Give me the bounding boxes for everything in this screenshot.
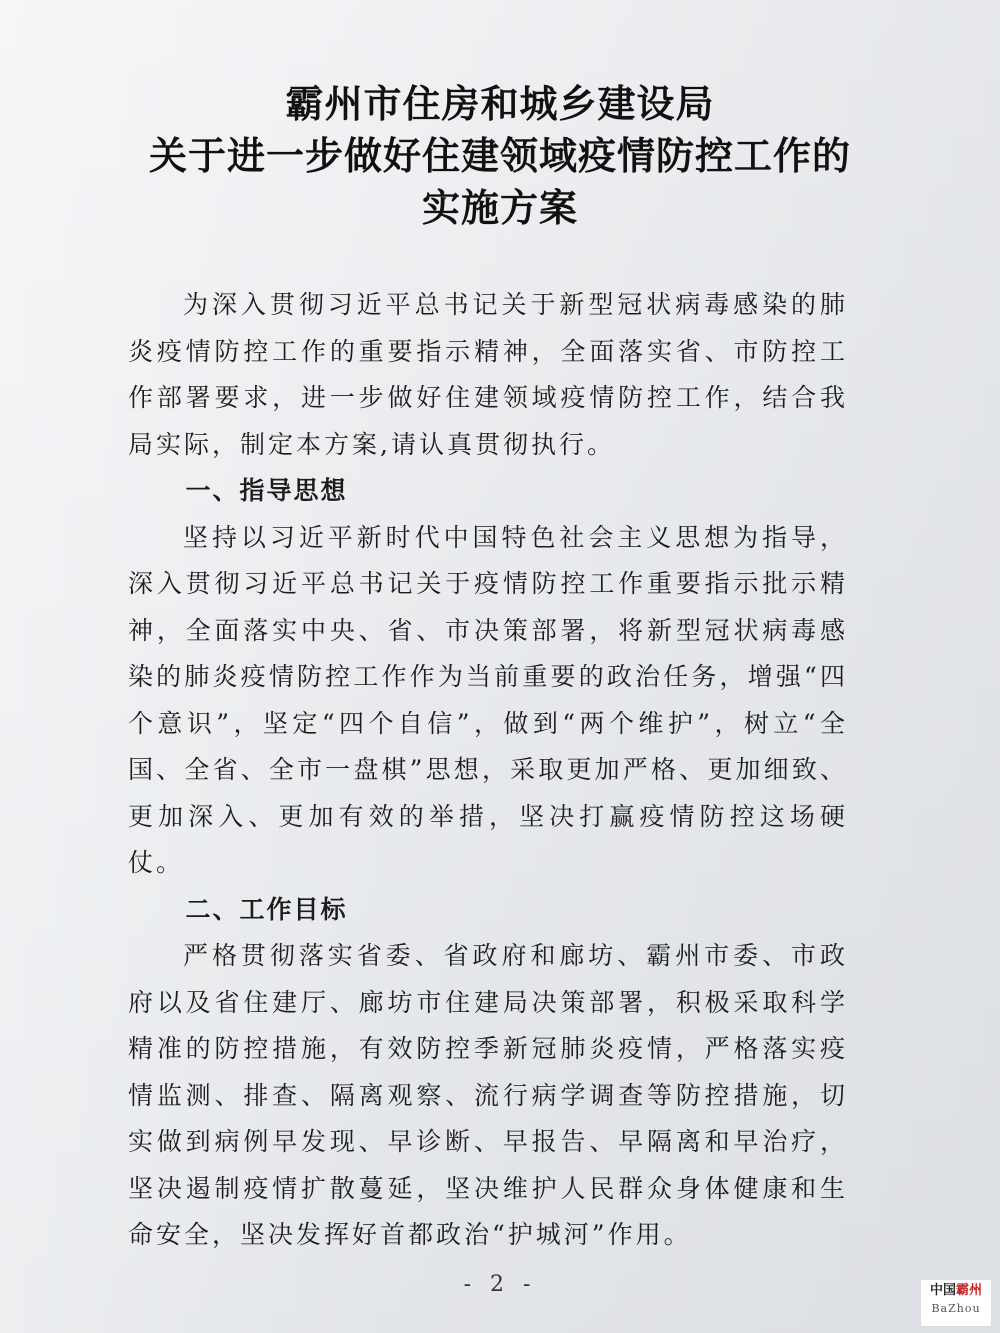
intro-paragraph: 为深入贯彻习近平总书记关于新型冠状病毒感染的肺炎疫情防控工作的重要指示精神，全面落实省、市防控工作部署要求，进一步做好住建领域疫情防控工作，结合我局实际，制定本方案,请认真贯彻执行。 — [128, 290, 848, 459]
section-heading-guiding-ideology: 一、指导思想 — [185, 476, 348, 505]
watermark-cn — [921, 1280, 991, 1302]
title-line-1: 霸州市住房和城乡建设局 — [285, 82, 715, 126]
title-line-3: 实施方案 — [421, 186, 578, 230]
title-line-2: 关于进一步做好住建领域疫情防控工作的 — [148, 134, 851, 178]
document-body — [128, 282, 848, 1259]
section-body-guiding-ideology: 坚持以习近平新时代中国特色社会主义思想为指导，深入贯彻习近平总书记关于疫情防控工作重要指示批示精神，全面落实中央、省、市决策部署，将新型冠状病毒感染的肺炎疫情防控工作作为当前重要的政治任务，增强“四个意识”，坚定“四个自信”，做到“两个维护”，树立“全国、全省、全市一盘棋”思想，采取更加严格、更加细致、更加深入、更加有效的举措，坚决打赢疫情防控这场硬仗。 — [128, 522, 848, 877]
site-watermark-logo — [920, 1279, 992, 1327]
section-heading-work-goals: 二、工作目标 — [185, 894, 348, 924]
document-title — [0, 78, 1000, 234]
watermark-cn-prefix: 中国 — [929, 1283, 956, 1298]
page-number: - 2 - — [463, 1272, 537, 1297]
section-body-work-goals: 严格贯彻落实省委、省政府和廊坊、霸州市委、市政府以及省住建厅、廊坊市住建局决策部署，积极采取科学精准的防控措施，有效防控季新冠肺炎疫情，严格落实疫情监测、排查、隔离观察、流行病学调查等防控措施，切实做到病例早发现、早诊断、早报告、早隔离和早治疗，坚决遏制疫情扩散蔓延，坚决维护人民群众身体健康和生命安全，坚决发挥好首都政治“护城河”作用。 — [128, 941, 848, 1249]
watermark-en: BaZhou — [931, 1302, 981, 1315]
watermark-cn-accent: 霸州 — [956, 1283, 983, 1298]
